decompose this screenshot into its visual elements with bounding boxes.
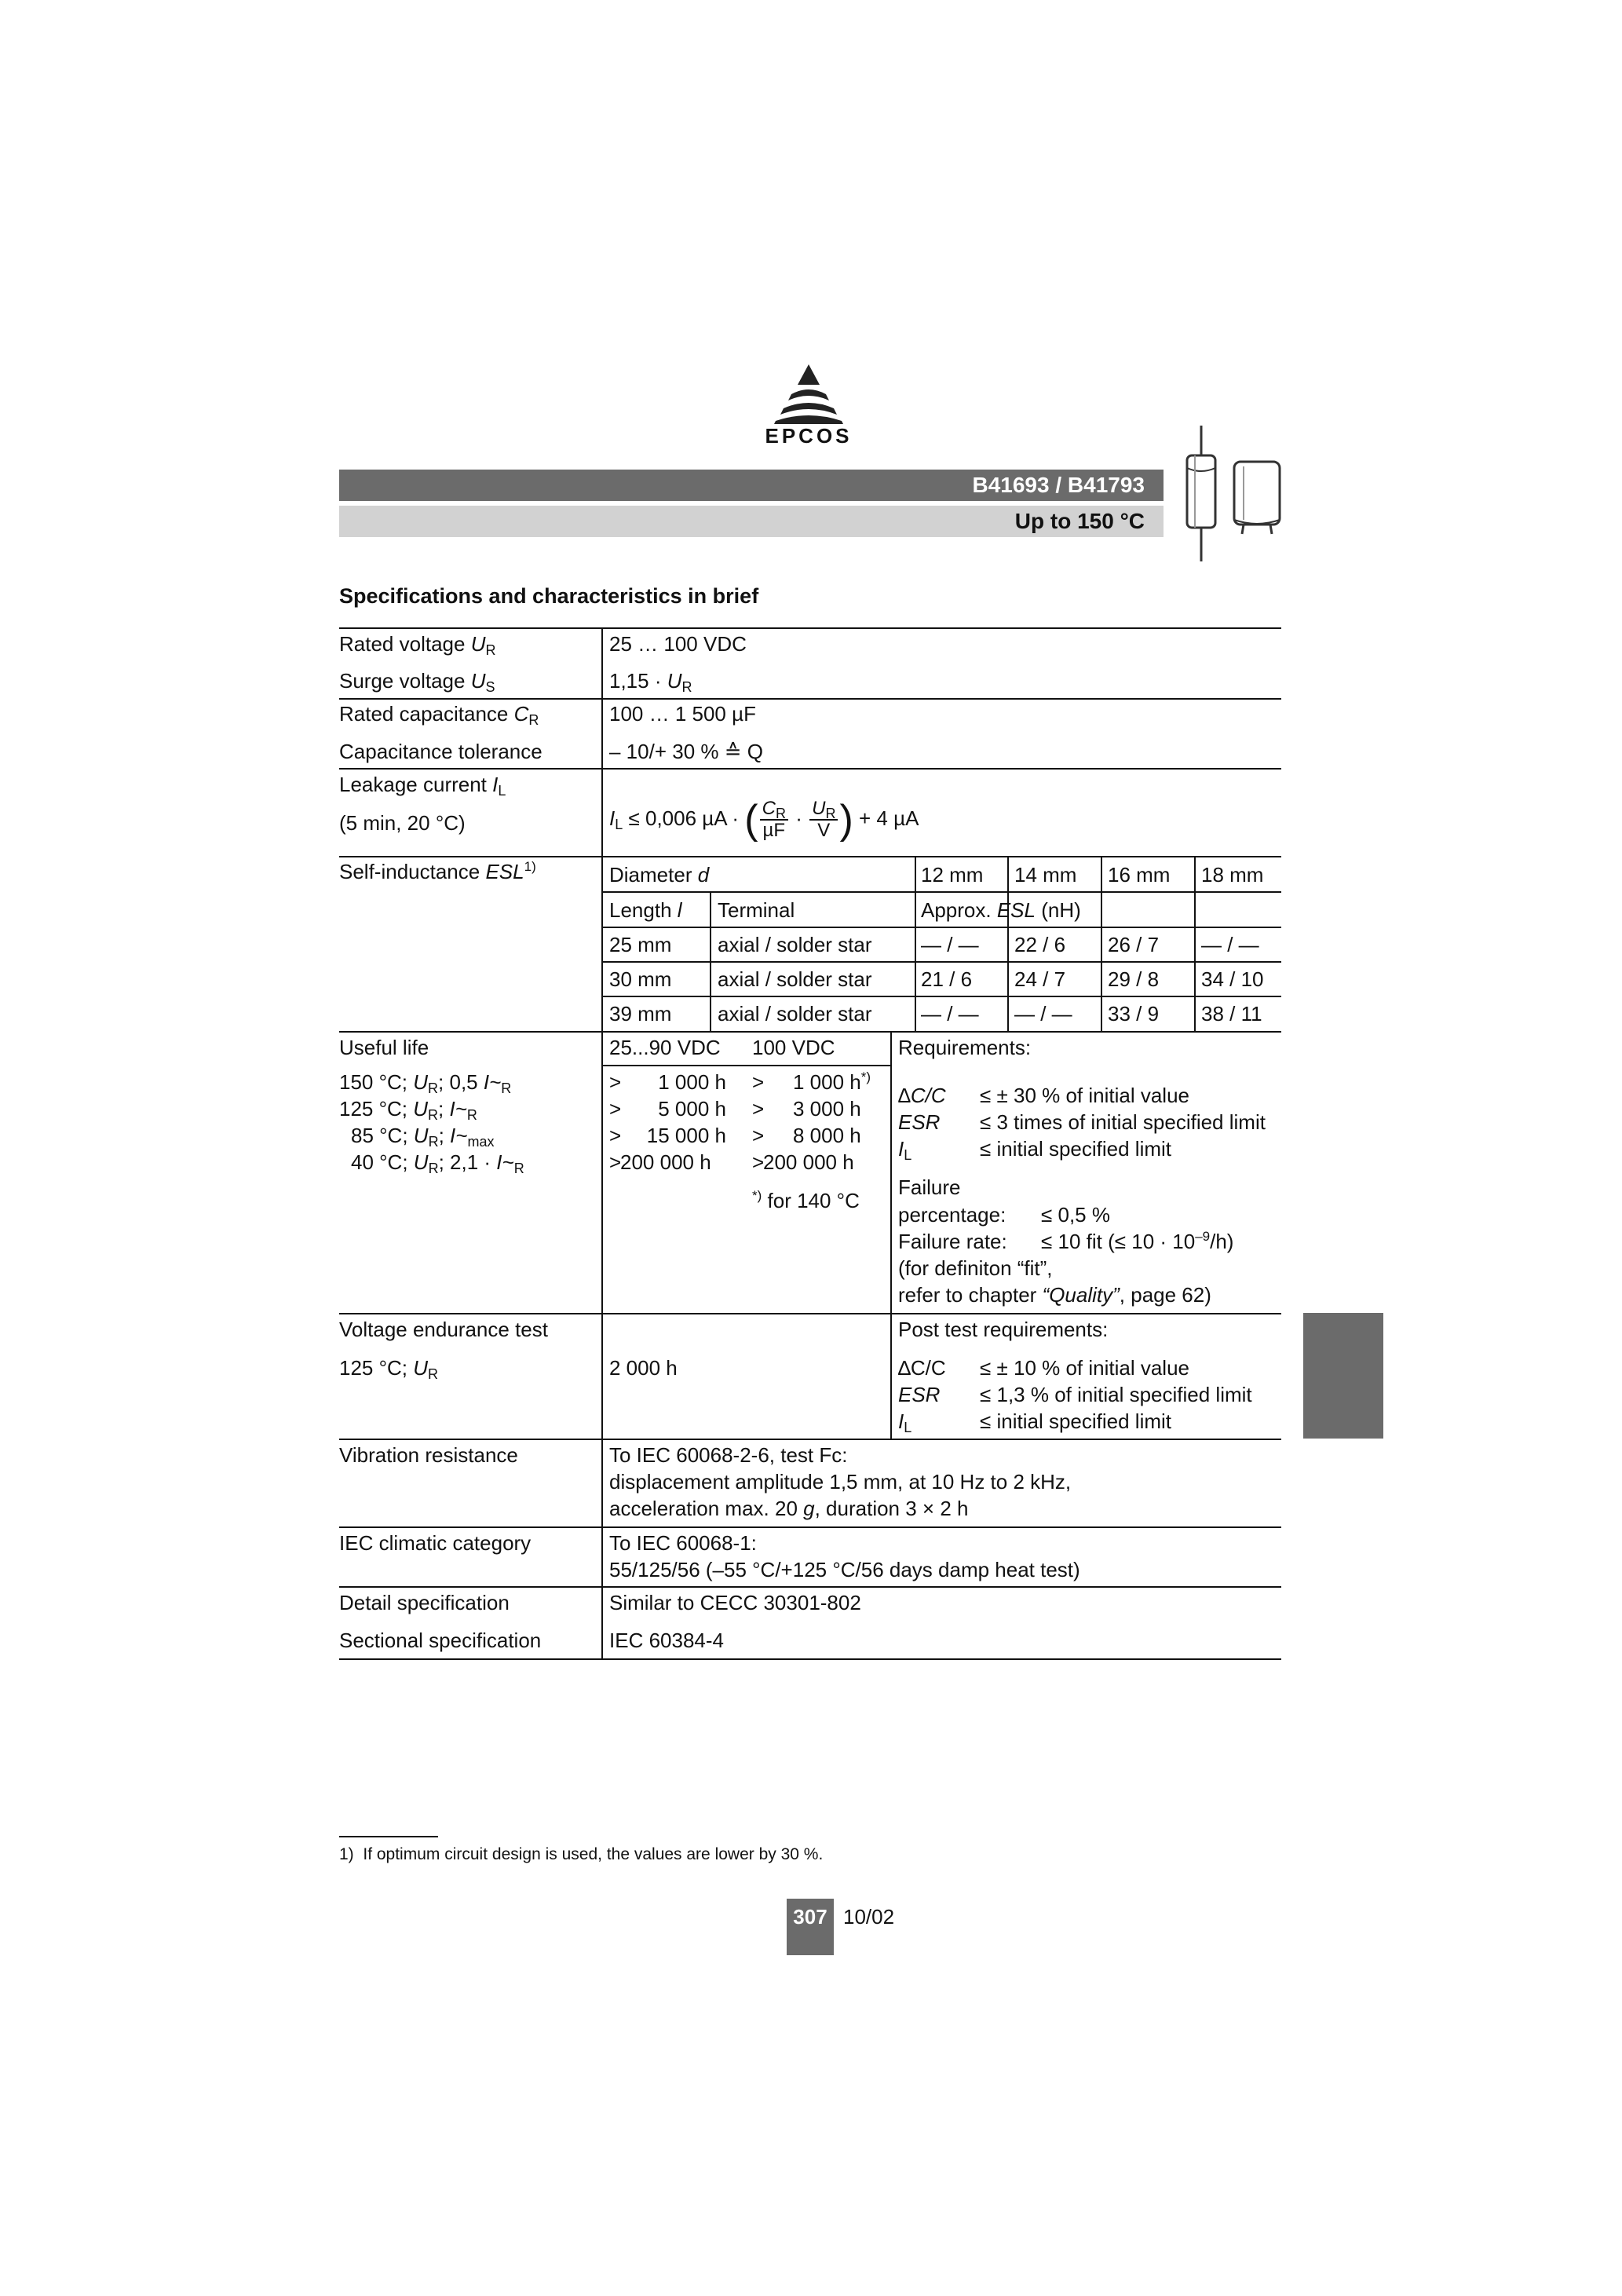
esl-row-terminal: axial / solder star <box>718 1002 872 1026</box>
leakage-current-condition: (5 min, 20 °C) <box>339 811 466 835</box>
vibration-line3: acceleration max. 20 g, duration 3 × 2 h <box>609 1497 969 1520</box>
detail-spec-value: Similar to CECC 30301-802 <box>609 1591 861 1614</box>
failure-percentage-value: ≤ 0,5 % <box>1041 1203 1110 1227</box>
capacitance-tolerance-value: – 10/+ 30 % ≙ Q <box>609 740 763 763</box>
rated-voltage-label: Rated voltage $U_R$ <box>339 632 496 658</box>
climatic-label: IEC climatic category <box>339 1531 532 1555</box>
leakage-current-label: Leakage current $I_L$ <box>339 773 506 799</box>
esl-row-value: 21 / 6 <box>921 967 973 991</box>
esl-diameter-16: 16 mm <box>1108 863 1171 887</box>
useful-life-req-param: ESR <box>898 1110 941 1134</box>
esl-row-value: — / — <box>1201 933 1259 956</box>
post-test-req-param: ESR <box>898 1383 941 1406</box>
post-test-req-param: ∆C/C <box>898 1356 946 1380</box>
vibration-line1: To IEC 60068-2-6, test Fc: <box>609 1443 848 1467</box>
capacitance-tolerance-label: Capacitance tolerance <box>339 740 542 763</box>
failure-percentage-label: percentage: <box>898 1203 1006 1227</box>
useful-life-condition: 150 °C; $U_R$; 0,5 $I\sim_R$ <box>339 1070 512 1096</box>
page-number-box <box>787 1899 834 1955</box>
useful-life-col1: 25...90 VDC <box>609 1036 721 1059</box>
esl-row-value: 26 / 7 <box>1108 933 1160 956</box>
useful-life-condition: 85 °C; $U_R$; $I\sim_{max}$ <box>351 1124 495 1150</box>
header-bar-temperature <box>339 506 1164 537</box>
esl-row-value: 34 / 10 <box>1201 967 1264 991</box>
issue-date: 10/02 <box>843 1905 895 1929</box>
esl-row-value: 33 / 9 <box>1108 1002 1160 1026</box>
esl-diameter-18: 18 mm <box>1201 863 1264 887</box>
esl-row-value: — / — <box>1014 1002 1072 1026</box>
esl-length-header: Length l <box>609 898 682 922</box>
leakage-current-formula: $I_L \le 0,006$ µA · ( $\frac{C_R}{\text{µF}}$ · $\frac{U_R}{V}$ ) + 4 µA <box>609 797 919 843</box>
voltage-endurance-value: 2 000 h <box>609 1356 678 1380</box>
useful-life-req-param: ∆C/C <box>898 1084 946 1107</box>
post-test-req-value: ≤ 1,3 % of initial specified limit <box>980 1383 1252 1406</box>
esl-row-terminal: axial / solder star <box>718 933 872 956</box>
voltage-endurance-label: Voltage endurance test <box>339 1318 548 1341</box>
esl-approx-header: Approx. ESL (nH) <box>921 898 1081 922</box>
post-test-requirements-title: Post test requirements: <box>898 1318 1109 1341</box>
rated-voltage-value: 25 … 100 VDC <box>609 632 747 656</box>
climatic-line1: To IEC 60068-1: <box>609 1531 757 1555</box>
useful-life-label: Useful life <box>339 1036 429 1059</box>
epcos-triangle-icon <box>754 361 864 424</box>
esl-row-value: 29 / 8 <box>1108 967 1160 991</box>
esl-row-value: — / — <box>921 933 979 956</box>
post-test-req-value: ≤ ± 10 % of initial value <box>980 1356 1190 1380</box>
esl-diameter-14: 14 mm <box>1014 863 1077 887</box>
epcos-logo <box>754 361 864 448</box>
brand-name: EPCOS <box>765 424 853 448</box>
esl-terminal-header: Terminal <box>718 898 795 922</box>
surge-voltage-label: Surge voltage $U_S$ <box>339 669 495 695</box>
useful-life-condition: 40 °C; $U_R$; $2,1 \cdot I\sim_R$ <box>351 1150 524 1176</box>
useful-life-req-value: ≤ ± 30 % of initial value <box>980 1084 1190 1107</box>
header-bar-part-numbers <box>339 470 1164 501</box>
useful-life-requirements-title: Requirements: <box>898 1036 1032 1059</box>
post-test-req-param: $I_L$ <box>898 1409 912 1435</box>
temperature-rating: Up to 150 °C <box>1014 509 1145 533</box>
sectional-spec-label: Sectional specification <box>339 1629 542 1652</box>
esl-label: Self-inductance ESL$^{1)}$ <box>339 859 536 883</box>
esl-row-value: 22 / 6 <box>1014 933 1066 956</box>
esl-row-value: 24 / 7 <box>1014 967 1066 991</box>
esl-row-length: 39 mm <box>609 1002 672 1026</box>
capacitor-illustration-icon <box>1178 424 1295 565</box>
failure-rate-label: Failure rate: <box>898 1230 1007 1253</box>
esl-row-length: 30 mm <box>609 967 672 991</box>
chapter-tab <box>1303 1313 1383 1439</box>
part-numbers: B41693 / B41793 <box>972 473 1145 497</box>
useful-life-condition: 125 °C; $U_R$; $I\sim_R$ <box>339 1097 477 1123</box>
rated-capacitance-label: Rated capacitance $C_R$ <box>339 702 539 728</box>
failure-label: Failure <box>898 1175 961 1199</box>
climatic-line2: 55/125/56 (–55 °C/+125 °C/56 days damp heat test) <box>609 1558 1080 1581</box>
footnote-rule <box>339 1836 438 1837</box>
failure-rate-value: ≤ 10 fit (≤ $10 \cdot 10^{-9}/h$) <box>1041 1229 1234 1253</box>
esl-row-terminal: axial / solder star <box>718 967 872 991</box>
useful-life-col2: 100 VDC <box>752 1036 835 1059</box>
esl-diameter-header: Diameter d <box>609 863 710 887</box>
rated-capacitance-value: 100 … 1 500 µF <box>609 702 756 726</box>
useful-life-req-value: ≤ 3 times of initial specified limit <box>980 1110 1266 1134</box>
esl-row-value: — / — <box>921 1002 979 1026</box>
esl-row-value: 38 / 11 <box>1201 1002 1262 1026</box>
useful-life-note: *) for 140 °C <box>752 1188 860 1212</box>
useful-life-req-value: ≤ initial specified limit <box>980 1137 1172 1161</box>
fit-definition-line2: refer to chapter “Quality”, page 62) <box>898 1283 1211 1307</box>
esl-diameter-12: 12 mm <box>921 863 984 887</box>
fit-definition-line1: (for definiton “fit”, <box>898 1256 1053 1280</box>
voltage-endurance-condition: 125 °C; $U_R$ <box>339 1356 439 1382</box>
esl-row-length: 25 mm <box>609 933 672 956</box>
surge-voltage-value: $1,15 \cdot U_R$ <box>609 669 692 695</box>
section-title: Specifications and characteristics in brief <box>339 584 759 608</box>
sectional-spec-value: IEC 60384-4 <box>609 1629 724 1652</box>
footnote: 1) If optimum circuit design is used, the values are lower by 30 %. <box>339 1845 824 1863</box>
page-number: 307 <box>793 1905 827 1929</box>
useful-life-req-param: $I_L$ <box>898 1137 912 1163</box>
vibration-label: Vibration resistance <box>339 1443 518 1467</box>
post-test-req-value: ≤ initial specified limit <box>980 1409 1172 1433</box>
vibration-line2: displacement amplitude 1,5 mm, at 10 Hz to 2 kHz, <box>609 1470 1072 1493</box>
detail-spec-label: Detail specification <box>339 1591 510 1614</box>
